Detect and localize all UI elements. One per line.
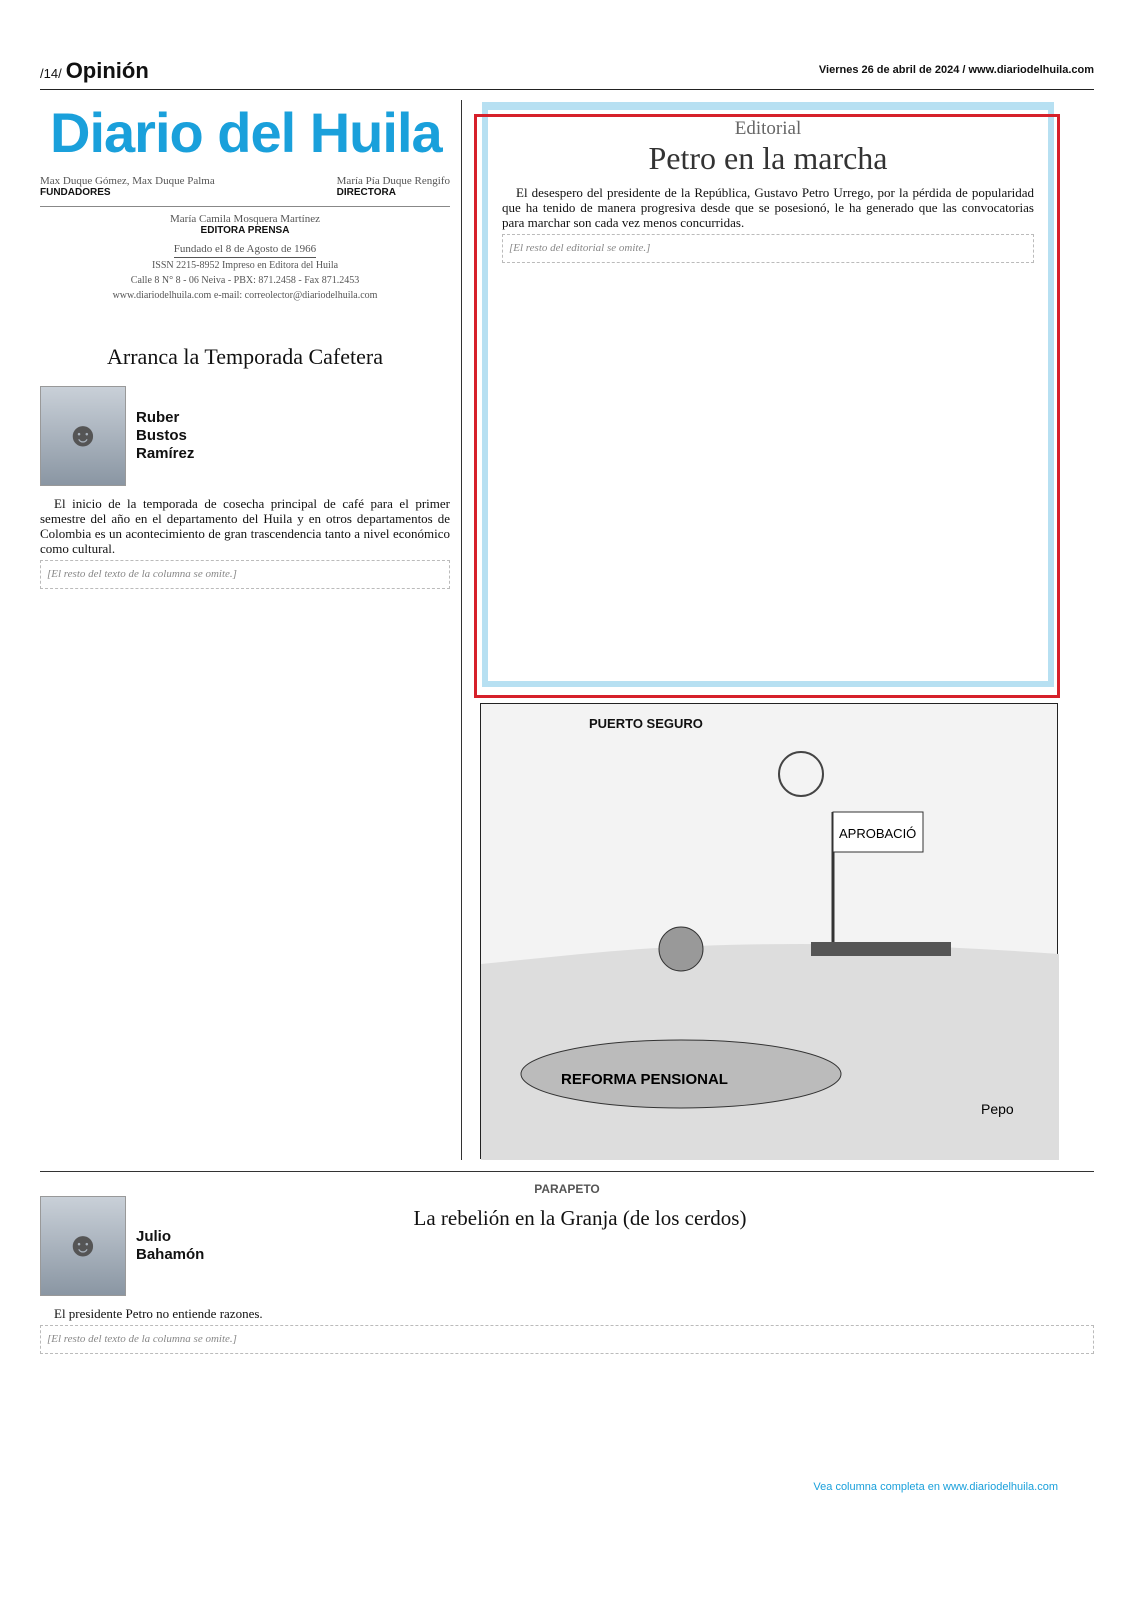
editor (40, 213, 450, 236)
cartoon-signature: Pepo (981, 1101, 1014, 1117)
editor-label: EDITORA PRENSA (200, 225, 290, 236)
staff-block (40, 175, 450, 207)
founders-names: Max Duque Gómez, Max Duque Palma (40, 175, 215, 187)
issue-date: Viernes 26 de abril de 2024 / www.diariodelhuila.com (818, 64, 1094, 76)
column2-title: La rebelión en la Granja (de los cerdos) (413, 1206, 747, 1230)
read-more-link[interactable]: Vea columna completa en www.diariodelhuila.com (813, 1481, 1058, 1493)
contact-line[interactable]: www.diariodelhuila.com e-mail: correolector@diariodelhuila.com (112, 290, 378, 301)
pier (811, 942, 951, 956)
column2-omitted-note: [El resto del texto de la columna se omite.] (40, 1325, 1094, 1354)
column1-omitted-note: [El resto del texto de la columna se omite.] (40, 560, 450, 589)
column2-author (40, 1196, 216, 1296)
director-label: DIRECTORA (336, 187, 396, 198)
column1-lead: El inicio de la temporada de cosecha principal de café para el primer semestre del año en el departamento del Huila y en otros departamentos de Colombia es un acontecimiento de gran trascendencia tanto a nivel económico como cultural. (40, 496, 450, 556)
director-name: María Pía Duque Rengifo (336, 175, 450, 187)
column-divider (461, 100, 462, 1160)
author-name: Julio Bahamón (136, 1228, 205, 1263)
editorial-kicker: Editorial (734, 118, 802, 139)
director (337, 175, 450, 198)
publication-info (40, 242, 450, 303)
cartoon-drawing (481, 704, 1059, 1160)
page-header (40, 58, 1094, 90)
author-photo: ☻ (40, 1196, 126, 1296)
founded-line: Fundado el 8 de Agosto de 1966 (174, 242, 316, 258)
raft-text: REFORMA PENSIONAL (561, 1071, 728, 1088)
author-photo: ☻ (40, 386, 126, 486)
column2-kicker: PARAPETO (534, 1182, 600, 1196)
address-line: Calle 8 N° 8 - 06 Neiva - PBX: 871.2458 - Fax 871.2453 (130, 275, 360, 286)
column1-author (40, 386, 216, 486)
section-name: Opinión (65, 58, 149, 83)
column2-body (40, 1306, 1094, 1356)
issn-line: ISSN 2215-8952 Impreso en Editora del Huila (151, 260, 339, 271)
masthead (40, 100, 450, 332)
cartoon-label: PUERTO SEGURO (589, 716, 703, 731)
section-title (40, 58, 149, 84)
editorial-lead: El desespero del presidente de la República, Gustavo Petro Urrego, por la pérdida de popularidad que ha tenido de manera progresiva desde que se posesionó, le ha generado que las convocatorias para marchar son cada vez menos concurridas. (502, 185, 1034, 230)
newspaper-logo: Diario del Huila (50, 101, 442, 164)
section-divider (40, 1171, 1094, 1172)
founders (40, 175, 215, 198)
editorial-omitted-note: [El resto del editorial se omite.] (502, 234, 1034, 263)
editorial-highlight-frame (474, 114, 1060, 698)
sign-text: APROBACIÓ (839, 826, 917, 841)
editorial-title: Petro en la marcha (648, 140, 888, 176)
founders-label: FUNDADORES (40, 187, 111, 198)
column1-title: Arranca la Temporada Cafetera (107, 344, 383, 369)
editor-name: María Camila Mosquera Martínez (170, 213, 320, 225)
figure-head (659, 927, 703, 971)
cartoon-panel (480, 703, 1058, 1159)
author-name: Ruber Bustos Ramírez (136, 409, 195, 462)
sun-icon (779, 752, 823, 796)
page-number: /14/ (40, 66, 62, 81)
column1-body (40, 496, 450, 591)
column2-lead: El presidente Petro no entiende razones. (54, 1306, 263, 1321)
